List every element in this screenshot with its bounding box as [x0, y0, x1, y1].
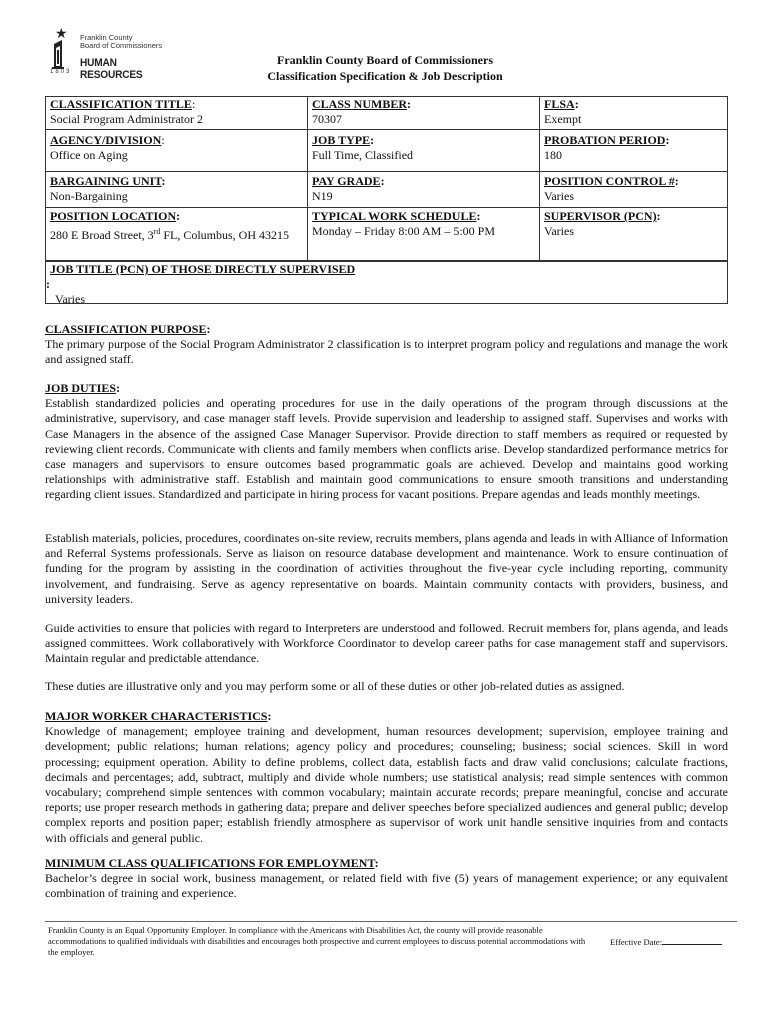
- position-location-city: FL, Columbus, OH 43215: [160, 228, 290, 242]
- job-duties-heading: JOB DUTIES: [45, 381, 117, 395]
- position-location-cell: POSITION LOCATION: 280 E Broad Street, 3rd FL, Columbus, OH 43215: [46, 208, 308, 262]
- flsa-label: FLSA: [544, 97, 575, 111]
- work-schedule-cell: TYPICAL WORK SCHEDULE: Monday – Friday 8:00 AM – 5:00 PM: [308, 208, 540, 262]
- supervised-label: JOB TITLE (PCN) OF THOSE DIRECTLY SUPERVISED: [50, 262, 356, 276]
- supervised-value: Varies: [55, 292, 85, 306]
- bargaining-unit-label: BARGAINING UNIT: [50, 174, 162, 188]
- job-type-label: JOB TYPE: [312, 133, 371, 147]
- position-control-cell: POSITION CONTROL #: Varies: [540, 172, 728, 208]
- minimum-qualifications-text: Bachelor’s degree in social work, business management, or related field with five (5) years of management experience; or any equivalent combination of training and experience.: [45, 871, 728, 901]
- agency-division-value: Office on Aging: [50, 148, 128, 162]
- probation-period-cell: PROBATION PERIOD: 180: [540, 130, 728, 172]
- pay-grade-cell: PAY GRADE: N19: [308, 172, 540, 208]
- worker-characteristics-text: Knowledge of management; employee training and development, human resources development; supervision, employee training and development; public relations; human relations; agency policy and procedures; counseling; business; social sciences. Skill in word processing; equipment operation. Ability to define problems, collect data, establish facts and draw valid conclusions; calculate fractions, decimals and percentages; add, subtract, multiply and divide whole numbers; use statistical analysis; read simple sentences with common vocabulary; comprehend simple sentences with common vocabulary; maintain accurate records; prepare meaningful, concise and accurate reports; use proper research methods in gathering data; prepare and deliver speeches before specialized audiences and general public; develop complex reports and position paper; establish friendly atmosphere as supervisor of work unit handle sensitive inquiries from and contacts with officials and general public.: [45, 724, 728, 845]
- classification-purpose-heading: CLASSIFICATION PURPOSE: [45, 322, 207, 336]
- job-duties-paragraph-1: Establish standardized policies and operating procedures for use in the daily operations of the program through discussions at the administrative, supervisory, and case manager staff levels. Provide supervision and leadership to assigned staff. Supervises and works with Case Managers in the absence of the assigned Case Manager Supervisor. Provide direction to staff members as required or requested by reviewing client records. Communicate with clients and family members when conflicts arise. Develop standardized performance metrics for case managers and supervisors to ensure outcomes based programmatic goals are achieved. Develop and maintains good working relationships with administrative staff. Establish and maintain good communications to ensure smooth transitions and understanding regarding client issues. Standardized and participate in hiring process for vacant positions. Prepare agendas and leads monthly meetings.: [45, 396, 728, 502]
- job-duties-paragraph-3-block: [45, 621, 728, 667]
- job-info-table: [45, 96, 728, 262]
- classification-title-value: Social Program Administrator 2: [50, 112, 203, 126]
- job-duties-paragraph-4-block: [45, 679, 728, 694]
- classification-purpose-text: The primary purpose of the Social Program Administrator 2 classification is to interpret program policy and regulations and manage the work and assigned staff.: [45, 337, 728, 367]
- logo-county-text: [80, 34, 162, 50]
- flsa-cell: FLSA: Exempt: [540, 97, 728, 130]
- supervisor-label: SUPERVISOR (PCN): [544, 209, 657, 223]
- table-row: [46, 172, 728, 208]
- work-schedule-value: Monday – Friday 8:00 AM – 5:00 PM: [312, 224, 496, 238]
- table-row: [46, 97, 728, 130]
- class-number-value: 70307: [312, 112, 342, 126]
- classification-title-label: CLASSIFICATION TITLE: [50, 97, 192, 111]
- job-duties-section: JOB DUTIES: Establish standardized policies and operating procedures for use in the daily operations of the program through discussions at the administrative, supervisory, and case manager staff levels. Provide supervision and leadership to assigned staff. Supervises and works with Case Managers in the absence of the assigned Case Manager Supervisor. Provide direction to staff members as required or requested by reviewing client records. Communicate with clients and family members when conflicts arise. Develop standardized performance metrics for case managers and supervisors to ensure outcomes based programmatic goals are achieved. Develop and maintains good working relationships with administrative staff. Establish and maintain good communications to ensure smooth transitions and understanding regarding client issues. Standardized and participate in hiring process for vacant positions. Prepare agendas and leads monthly meetings.: [45, 381, 728, 502]
- worker-characteristics-heading: MAJOR WORKER CHARACTERISTICS: [45, 709, 268, 723]
- title-line1: Franklin County Board of Commissioners: [276, 53, 494, 67]
- logo-county-line1: Franklin County: [80, 33, 133, 42]
- worker-characteristics-section: MAJOR WORKER CHARACTERISTICS: Knowledge of management; employee training and development, human resources development; supervision, employee training and development; public relations; human relations; agency policy and procedures; counseling; business; social sciences. Skill in word processing; equipment operation. Ability to define problems, collect data, establish facts and draw valid conclusions; calculate fractions, decimals and percentages; add, subtract, multiply and divide whole numbers; use statistical analysis; read simple sentences with common vocabulary; comprehend simple sentences with common vocabulary; maintain accurate records; prepare meaningful, concise and accurate reports; use proper research methods in gathering data; prepare and deliver speeches before specialized audiences and general public; develop complex reports and position paper; establish friendly atmosphere as supervisor of work unit handle sensitive inquiries from and contacts with officials and general public.: [45, 709, 728, 845]
- position-location-street: 280 E Broad Street, 3: [50, 228, 154, 242]
- logo-department: HUMAN RESOURCES: [80, 57, 143, 81]
- table-row: [46, 130, 728, 172]
- job-duties-paragraph-2: Establish materials, policies, procedures, coordinates on-site review, recruits members, plans agenda and leads in with Alliance of Information and Referral Systems professionals. Serve as liaison on resource database development and maintenance. Work to ensure continuation of funding for the program by assisting in the coordination of activities throughout the five-year cycle including reporting, community involvement, and fundraising. Serve as agency representative on boards. Maintain community contacts with providers, business, and university leaders.: [45, 531, 729, 606]
- footer: [45, 921, 737, 958]
- pay-grade-value: N19: [312, 189, 333, 203]
- probation-period-label: PROBATION PERIOD: [544, 133, 666, 147]
- classification-purpose-section: CLASSIFICATION PURPOSE: The primary purpose of the Social Program Administrator 2 classification is to interpret program policy and regulations and manage the work and assigned staff.: [45, 322, 728, 367]
- directly-supervised-box: [45, 260, 728, 304]
- document-title: [0, 52, 770, 84]
- job-type-cell: JOB TYPE: Full Time, Classified: [308, 130, 540, 172]
- job-duties-paragraph-4: These duties are illustrative only and you may perform some or all of these duties or other job-related duties as assigned.: [45, 679, 625, 693]
- bargaining-unit-value: Non-Bargaining: [50, 189, 128, 203]
- minimum-qualifications-heading: MINIMUM CLASS QUALIFICATIONS FOR EMPLOYMENT: [45, 856, 375, 870]
- bargaining-unit-cell: BARGAINING UNIT: Non-Bargaining: [46, 172, 308, 208]
- effective-date-label: Effective Date:: [610, 937, 663, 947]
- agency-division-label: AGENCY/DIVISION: [50, 133, 162, 147]
- title-line2: Classification Specification & Job Description: [267, 69, 503, 83]
- position-location-label: POSITION LOCATION: [50, 209, 177, 223]
- supervisor-value: Varies: [544, 224, 574, 238]
- job-type-value: Full Time, Classified: [312, 148, 414, 162]
- pay-grade-label: PAY GRADE: [312, 174, 381, 188]
- job-duties-paragraph-2-block: [45, 531, 728, 607]
- classification-title-cell: CLASSIFICATION TITLE: Social Program Administrator 2: [46, 97, 308, 130]
- effective-date: [610, 936, 722, 948]
- supervised-label-wrap: JOB TITLE (PCN) OF THOSE DIRECTLY SUPERVISED :: [46, 262, 727, 291]
- logo-county-line2: Board of Commissioners: [80, 41, 163, 50]
- flsa-value: Exempt: [544, 112, 582, 126]
- effective-date-blank: [662, 936, 722, 945]
- position-location-suffix: rd: [153, 227, 161, 236]
- class-number-label: CLASS NUMBER: [312, 97, 408, 111]
- star-icon: ★: [55, 27, 68, 42]
- job-duties-paragraph-3: Guide activities to ensure that policies with regard to Interpreters are understood and followed. Recruit members for, plans agenda, and leads assigned committees. Work collaboratively with Workforce Coordinator to develop career paths for case management staff and supervisors. Maintain regular and predictable attendance.: [45, 621, 728, 666]
- logo-year: 1803: [50, 69, 72, 75]
- position-control-label: POSITION CONTROL #: [544, 174, 675, 188]
- table-row: [46, 208, 728, 262]
- minimum-qualifications-section: MINIMUM CLASS QUALIFICATIONS FOR EMPLOYMENT: Bachelor’s degree in social work, business management, or related field with five (5) years of management experience; or any equivalent combination of training and experience.: [45, 856, 728, 901]
- position-location-value: [50, 228, 289, 242]
- equal-opportunity-statement: Franklin County is an Equal Opportunity Employer. In compliance with the Americans with Disabilities Act, the county will provide reasonable accommodations to qualified individuals with disabilities and encourages both prospective and current employees to discuss potential accommodations with the employer.: [48, 925, 586, 958]
- probation-period-value: 180: [544, 148, 562, 162]
- position-control-value: Varies: [544, 189, 574, 203]
- agency-division-cell: AGENCY/DIVISION: Office on Aging: [46, 130, 308, 172]
- supervisor-cell: SUPERVISOR (PCN): Varies: [540, 208, 728, 262]
- class-number-cell: CLASS NUMBER: 70307: [308, 97, 540, 130]
- work-schedule-label: TYPICAL WORK SCHEDULE: [312, 209, 477, 223]
